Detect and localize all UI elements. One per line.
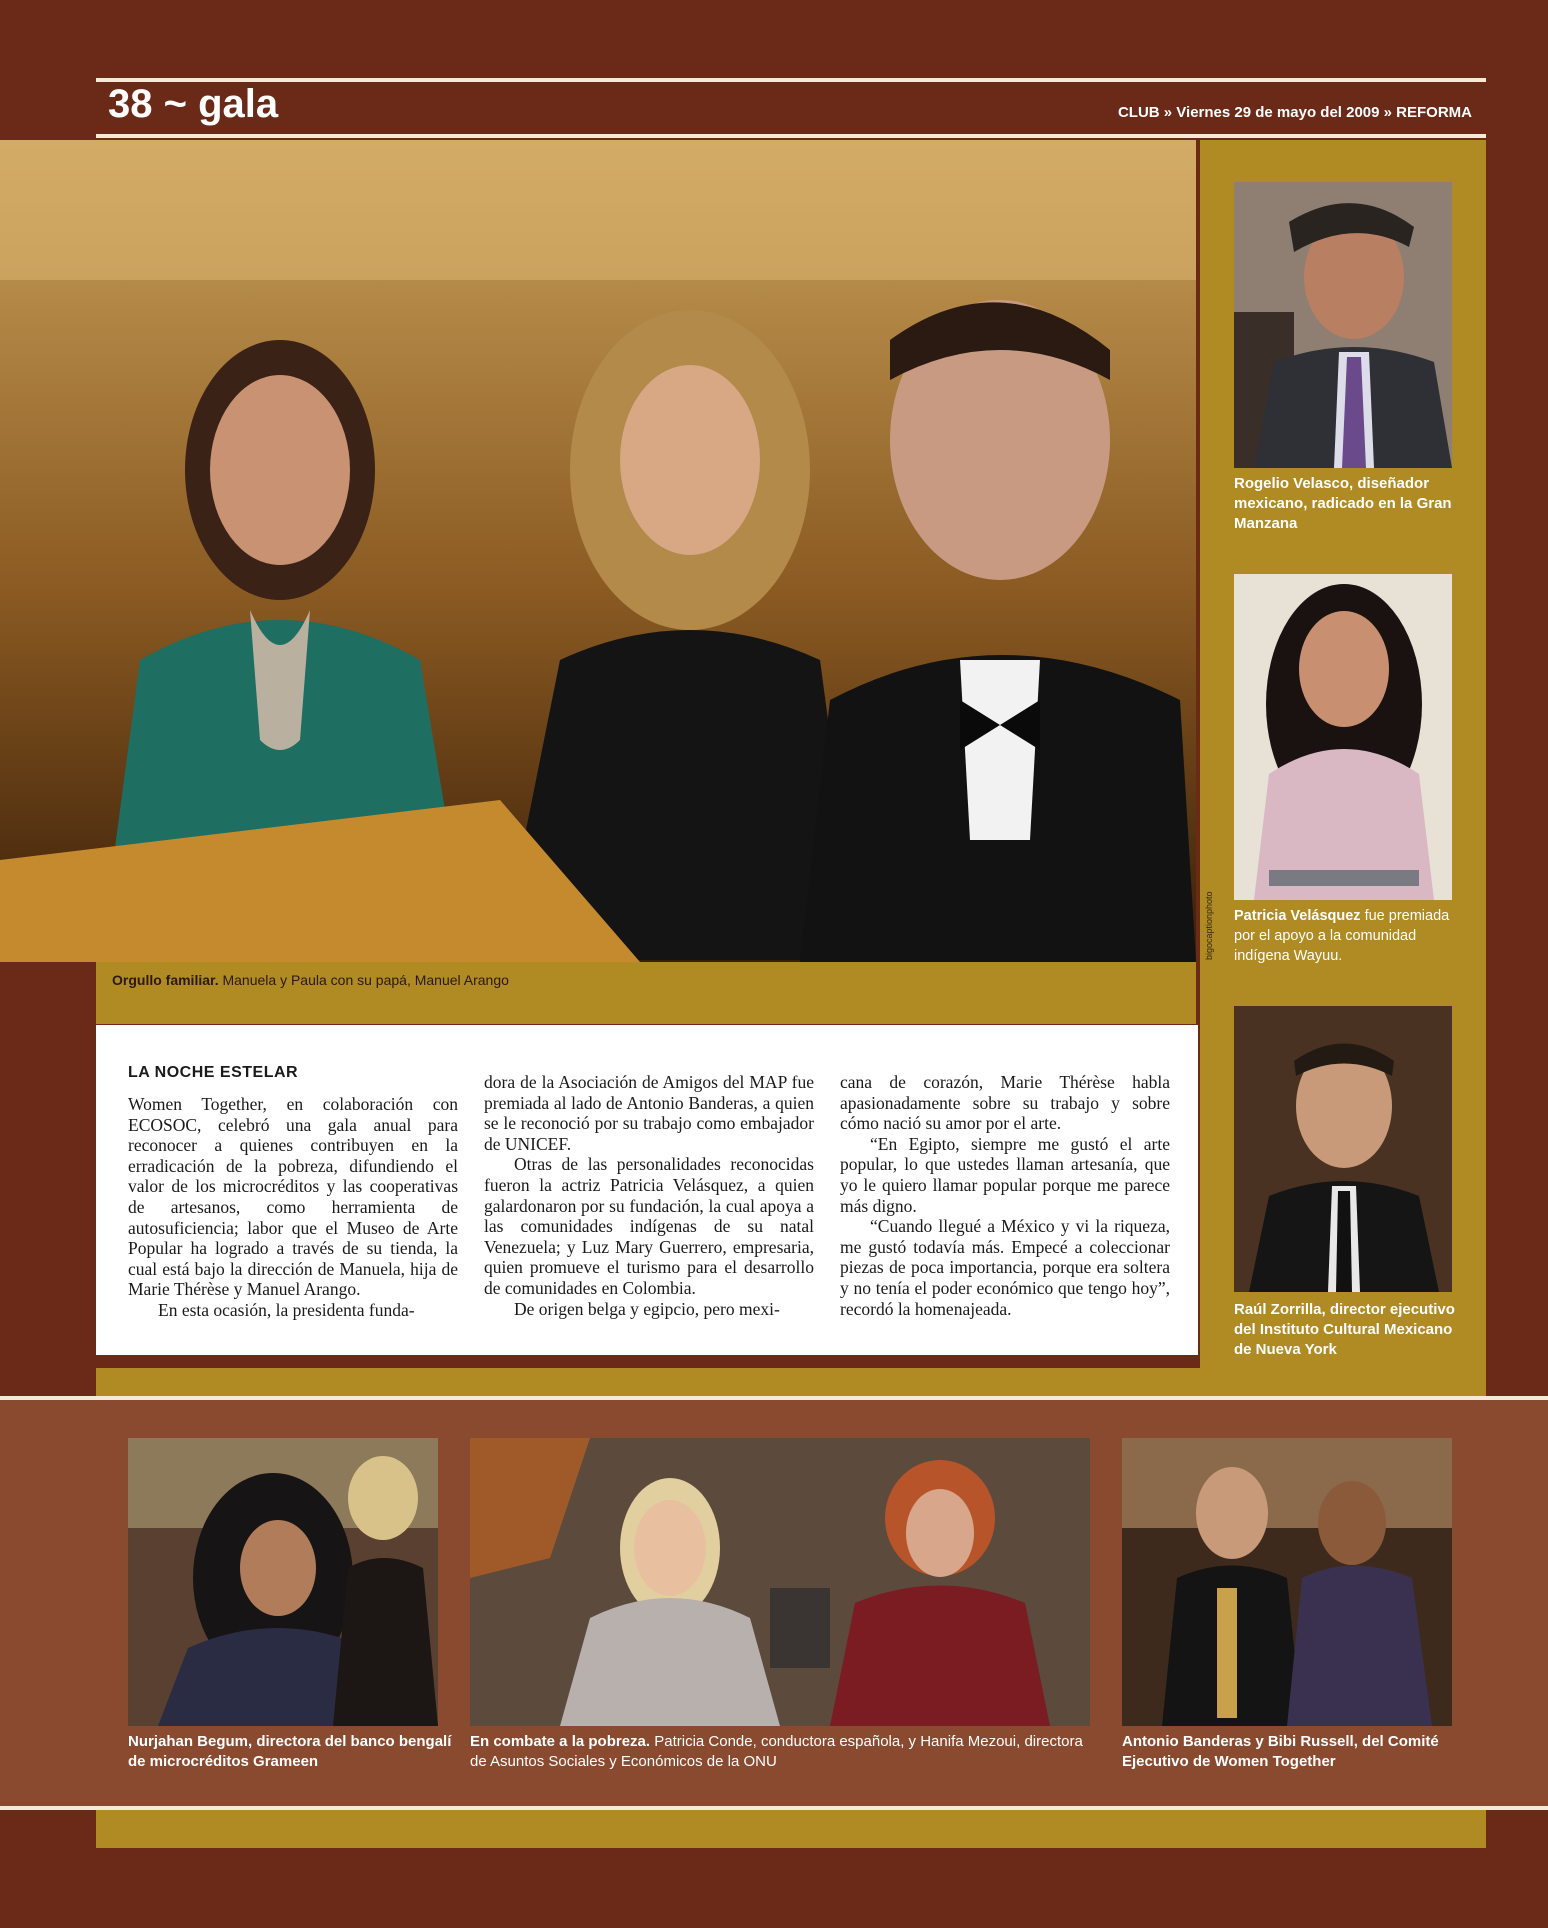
paragraph: “Cuando llegué a México y vi la riqueza, me gustó todavía más. Empecé a coleccionar piezas de poca importancia, porque era soltera y no tenía el poder económico que tengo hoy”, recordó la homenajeada. [840,1216,1170,1319]
caption-bold: Orgullo familiar. [112,972,219,988]
caption-bold: Raúl Zorrilla, director ejecutivo del Instituto Cultural Mexicano de Nueva York [1234,1301,1455,1358]
paragraph: En esta ocasión, la presidenta funda- [158,1299,415,1320]
caption-bold: En combate a la pobreza. [470,1733,651,1750]
article-column-3 [840,1072,1170,1319]
photo-credit: bigocaptionphoto [1204,891,1214,960]
side-photo-raul [1234,1006,1452,1292]
article-column-1 [128,1094,458,1321]
bottom-caption-nurjahan [128,1732,458,1772]
article-kicker: LA NOCHE ESTELAR [128,1064,299,1081]
caption-text: fue premiada por el apoyo a la comunidad indígena Wayuu. [1234,908,1450,964]
caption-bold: Rogelio Velasco, diseñador mexicano, radicado en la Gran Manzana [1234,475,1452,532]
side-caption-patricia [1234,906,1454,966]
side-photo-rogelio [1234,182,1452,468]
paragraph: “En Egipto, siempre me gustó el arte popular, lo que ustedes llaman artesanía, que yo le quiero llamar popular porque me parece más digno. [840,1133,1170,1216]
article-column-2 [484,1072,814,1319]
caption-bold: Patricia Velásquez [1234,908,1361,924]
bottom-caption-combate [470,1732,1090,1772]
paragraph: De origen belga y egipcio, pero mexi- [514,1298,780,1319]
caption-bold: Antonio Banderas y Bibi Russell, del Comité Ejecutivo de Women Together [1122,1733,1439,1770]
main-photo [0,140,1196,962]
paragraph: dora de la Asociación de Amigos del MAP fue premiada al lado de Antonio Banderas, a quien se le reconoció por su trabajo como embajador de UNICEF. [484,1072,814,1154]
bottom-photo-combate [470,1438,1090,1726]
caption-text: Manuela y Paula con su papá, Manuel Arango [218,972,509,988]
bottom-caption-banderas [1122,1732,1462,1772]
bottom-photo-banderas [1122,1438,1452,1726]
bottom-bottom-rule [0,1806,1548,1810]
publication-line: CLUB » Viernes 29 de mayo del 2009 » REFORMA [1117,104,1472,121]
header-top-rule [96,78,1486,82]
paragraph: Women Together, en colaboración con ECOSOC, celebró una gala anual para reconocer a quienes contribuyen en la erradicación de la pobreza, difundiendo el valor de los microcréditos y las cooperativas de artesanos, como herramienta de autosuficiencia; labor que el Museo de Arte Popular ha logrado a través de su tienda, la cual está bajo la dirección de Manuela, hija de Marie Thérèse y Manuel Arango. [128,1094,458,1300]
side-caption-raul [1234,1300,1464,1360]
paragraph: Otras de las personalidades reconocidas fueron la actriz Patricia Velásquez, a quien galardonaron por su fundación, la cual apoya a las comunidades indígenas de su natal Venezuela; y Luz Mary Guerrero, empresaria, quien promueve el turismo para el desarrollo de comunidades en Colombia. [484,1154,814,1298]
main-photo-caption [112,972,509,988]
side-photo-patricia [1234,574,1452,900]
caption-bold: Nurjahan Begum, directora del banco bengalí de microcréditos Grameen [128,1733,452,1770]
paragraph: cana de corazón, Marie Thérèse habla apasionadamente sobre su trabajo y sobre cómo nació su amor por el arte. [840,1072,1170,1134]
header-bottom-rule [96,134,1486,138]
caption-text: Patricia Conde, conductora española, y Hanifa Mezoui, directora de Asuntos Sociales y Económicos de la ONU [470,1733,1083,1770]
bottom-photo-nurjahan [128,1438,438,1726]
page-number: 38 ~ gala [108,82,279,126]
side-caption-rogelio [1234,474,1454,534]
